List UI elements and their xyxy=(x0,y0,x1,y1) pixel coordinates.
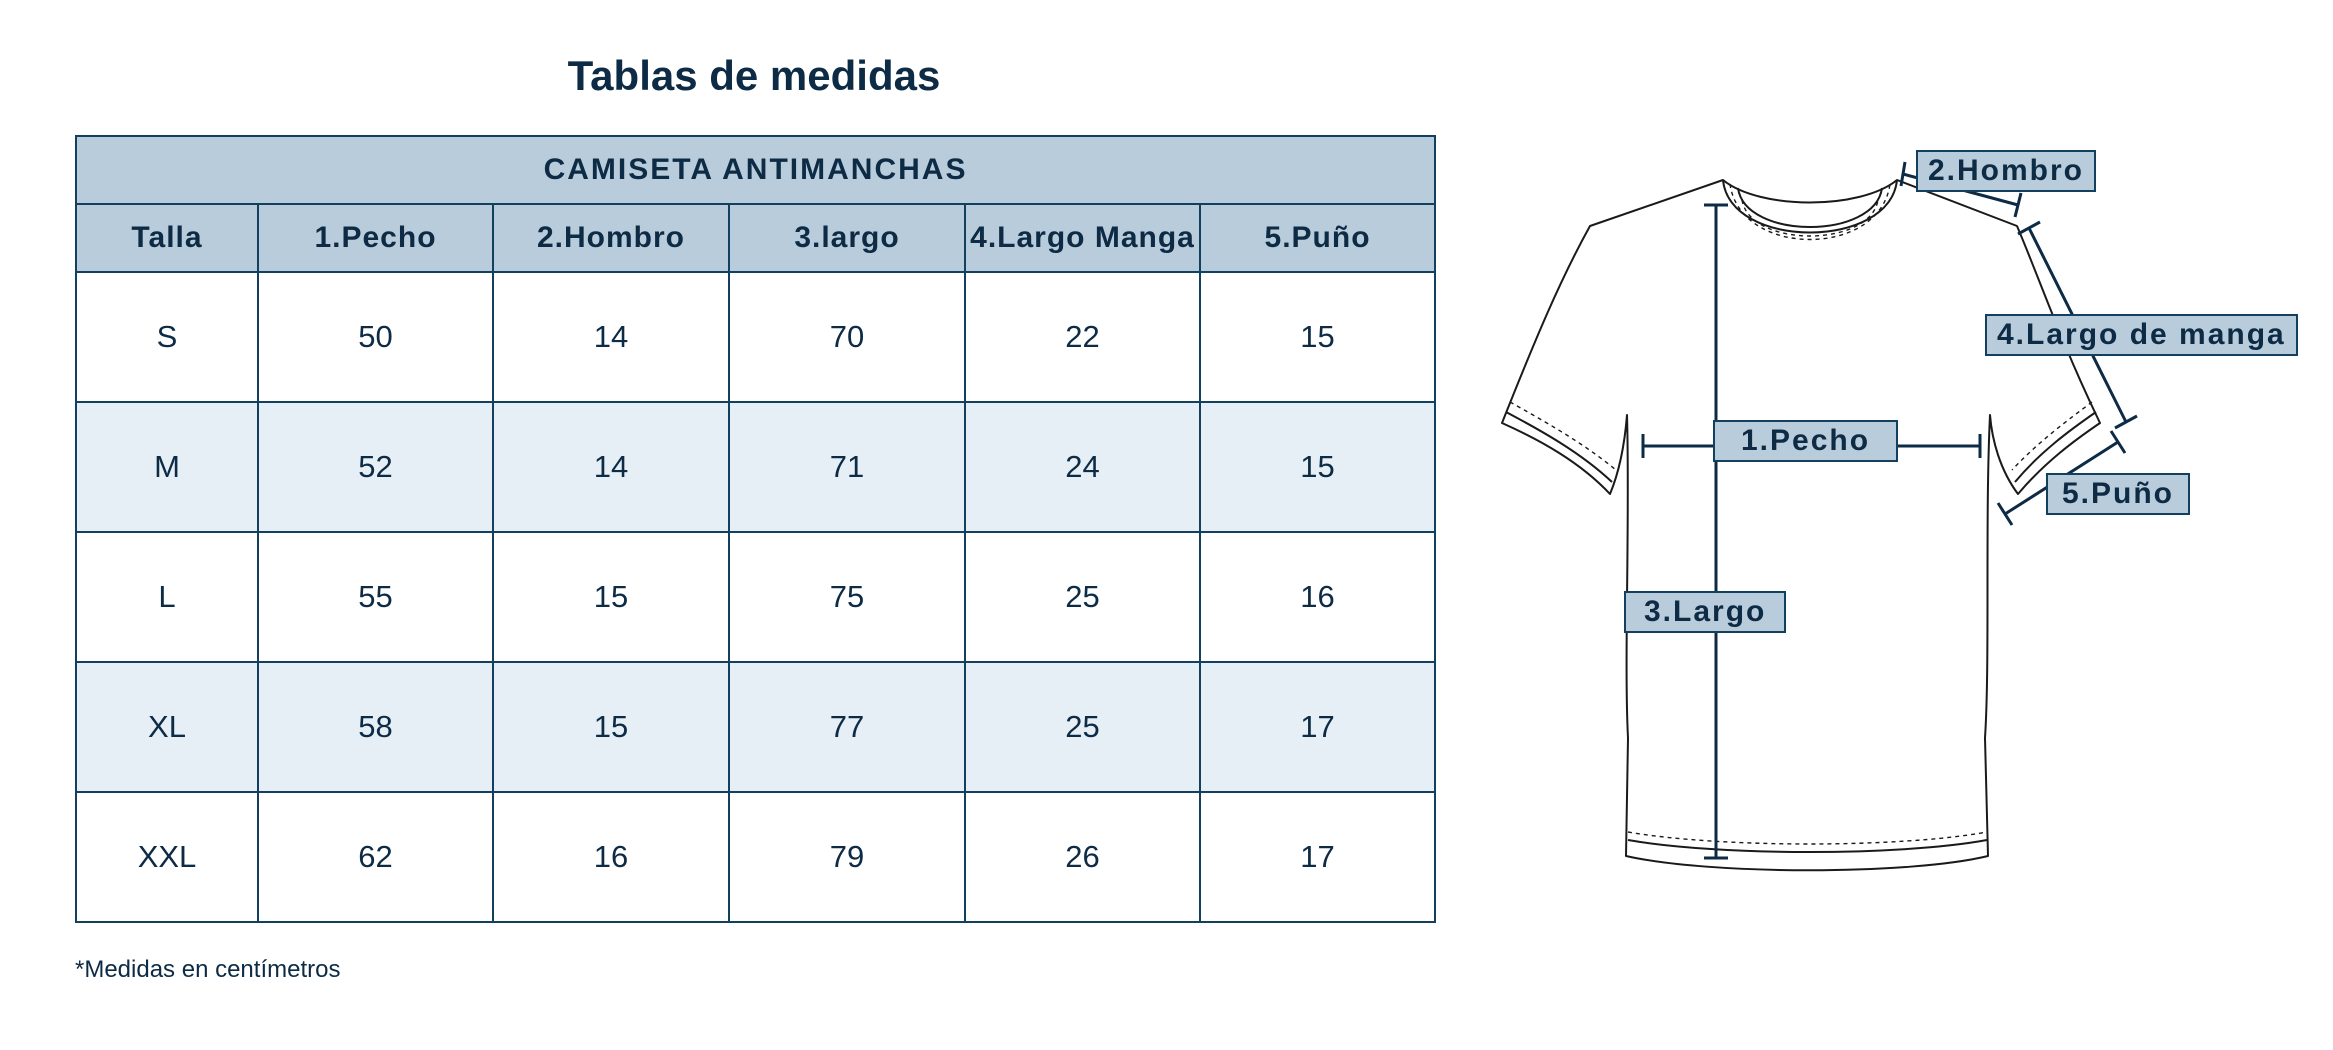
cell-puno: 16 xyxy=(1200,532,1435,662)
cell-largo: 79 xyxy=(729,792,965,922)
label-largo-manga: 4.Largo de manga xyxy=(1985,314,2298,356)
header-largo-manga: 4.Largo Manga xyxy=(965,204,1200,272)
cell-hombro: 16 xyxy=(493,792,729,922)
cell-talla: XL xyxy=(76,662,258,792)
measurement-note: *Medidas en centímetros xyxy=(75,956,341,983)
page-title: Tablas de medidas xyxy=(567,52,941,99)
table-row xyxy=(76,272,1435,402)
cell-pecho: 62 xyxy=(258,792,493,922)
cell-largo-manga: 26 xyxy=(965,792,1200,922)
cell-hombro: 15 xyxy=(493,662,729,792)
cell-largo-manga: 22 xyxy=(965,272,1200,402)
cell-pecho: 52 xyxy=(258,402,493,532)
table-row xyxy=(76,792,1435,922)
cell-talla: L xyxy=(76,532,258,662)
table-row xyxy=(76,402,1435,532)
cell-talla: S xyxy=(76,272,258,402)
label-pecho: 1.Pecho xyxy=(1713,420,1898,462)
cell-puno: 17 xyxy=(1200,662,1435,792)
cell-pecho: 50 xyxy=(258,272,493,402)
cell-largo-manga: 24 xyxy=(965,402,1200,532)
cell-pecho: 55 xyxy=(258,532,493,662)
cell-hombro: 14 xyxy=(493,402,729,532)
cell-largo: 71 xyxy=(729,402,965,532)
label-largo: 3.Largo xyxy=(1624,591,1786,633)
cell-talla: M xyxy=(76,402,258,532)
table-row xyxy=(76,662,1435,792)
cell-hombro: 14 xyxy=(493,272,729,402)
header-pecho: 1.Pecho xyxy=(258,204,493,272)
cell-largo-manga: 25 xyxy=(965,532,1200,662)
tshirt-icon xyxy=(1480,140,2320,900)
cell-talla: XXL xyxy=(76,792,258,922)
cell-pecho: 58 xyxy=(258,662,493,792)
size-table xyxy=(75,135,1436,923)
table-row xyxy=(76,532,1435,662)
cell-hombro: 15 xyxy=(493,532,729,662)
label-hombro: 2.Hombro xyxy=(1916,150,2096,192)
cell-largo: 77 xyxy=(729,662,965,792)
header-hombro: 2.Hombro xyxy=(493,204,729,272)
cell-puno: 17 xyxy=(1200,792,1435,922)
cell-puno: 15 xyxy=(1200,402,1435,532)
cell-largo-manga: 25 xyxy=(965,662,1200,792)
label-puno: 5.Puño xyxy=(2046,473,2190,515)
cell-largo: 75 xyxy=(729,532,965,662)
cell-puno: 15 xyxy=(1200,272,1435,402)
cell-largo: 70 xyxy=(729,272,965,402)
header-talla: Talla xyxy=(76,204,258,272)
header-puno: 5.Puño xyxy=(1200,204,1435,272)
header-largo: 3.largo xyxy=(729,204,965,272)
table-caption: CAMISETA ANTIMANCHAS xyxy=(76,136,1435,204)
tshirt-diagram xyxy=(1480,140,2320,905)
